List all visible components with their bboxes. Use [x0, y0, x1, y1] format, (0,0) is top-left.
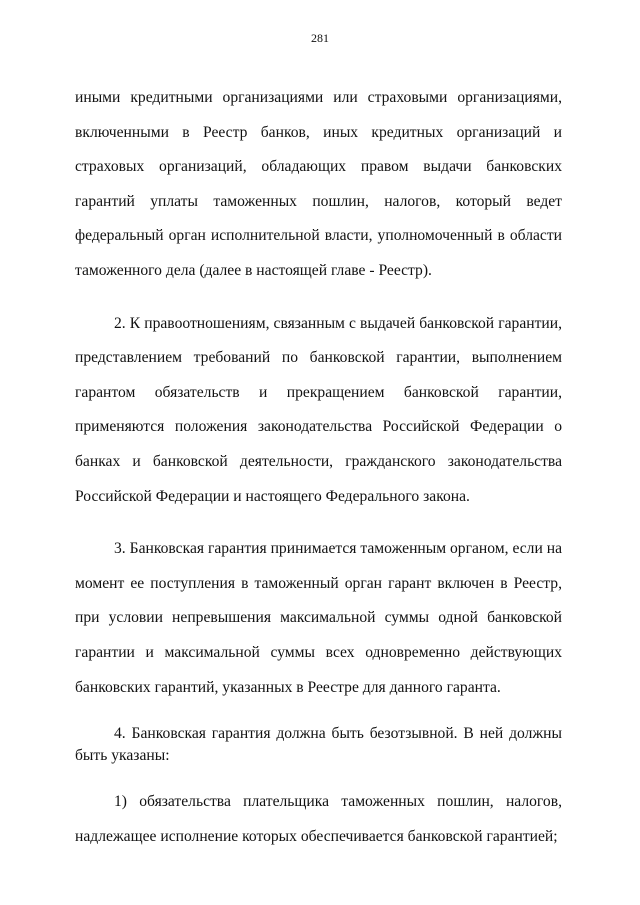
body-text — [75, 81, 562, 854]
paragraph-item-2: 2. К правоотношениям, связанным с выдачей банковской гарантии, представлением требований по банковской гарантии, выполнением гарантом обязательств и прекращением банковской гарантии, применяются положения законодательства Российской Федерации о банках и банковской деятельности, гражданского законодательства Российской Федерации и настоящего Федерального закона. — [75, 314, 562, 505]
paragraph-item-4: 4. Банковская гарантия должна быть безотзывной. В ней должны быть указаны: — [75, 725, 562, 765]
paragraph-item-3: 3. Банковская гарантия принимается таможенным органом, если на момент ее поступления в таможенный орган гарант включен в Реестр, при условии непревышения максимальной суммы одной банковской гарантии и максимальной суммы всех одновременно действующих банковских гарантий, указанных в Реестре для данного гаранта. — [75, 540, 562, 696]
page-number: 281 — [311, 31, 329, 45]
paragraph-continuation: иными кредитными организациями или страховыми организациями, включенными в Реестр банков, иных кредитных организаций и страховых организаций, обладающих правом выдачи банковских гарантий уплаты таможенных пошлин, налогов, который ведет федеральный орган исполнительной власти, уполномоченный в области таможенного дела (далее в настоящей главе - Реестр). — [75, 89, 562, 279]
paragraph-subitem-1: 1) обязательства плательщика таможенных пошлин, налогов, надлежащее исполнение которых обеспечивается банковской гарантией; — [75, 793, 562, 845]
